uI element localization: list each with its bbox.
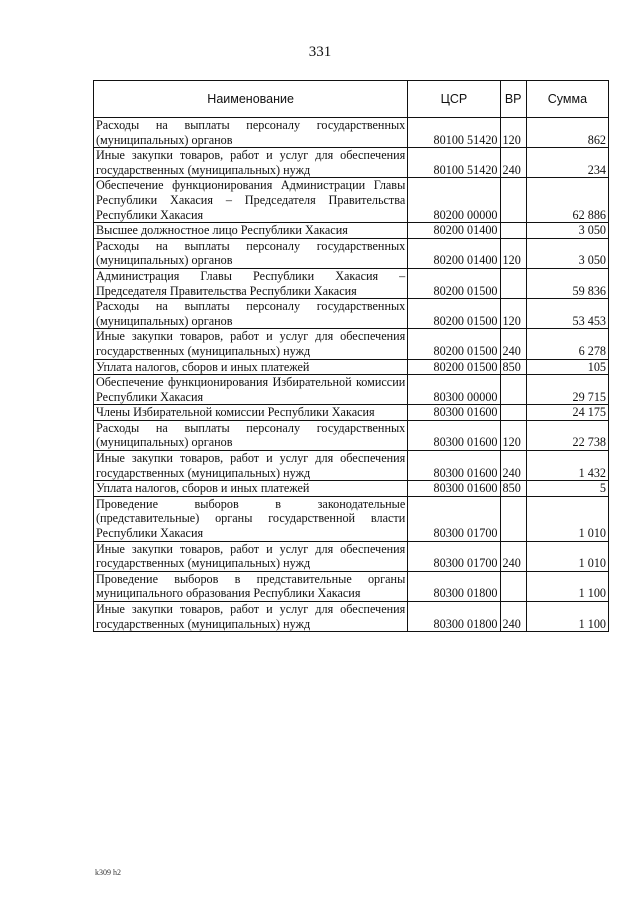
row-name-cell: Уплата налогов, сборов и иных платежей <box>94 359 408 375</box>
row-csr-cell: 80200 01500 <box>408 359 500 375</box>
header-sum: Сумма <box>526 81 608 118</box>
row-csr-cell: 80300 01800 <box>408 602 500 632</box>
row-vr-cell <box>500 268 526 298</box>
table-row <box>94 405 609 421</box>
table-row <box>94 481 609 497</box>
row-vr-cell <box>500 223 526 239</box>
row-csr-cell: 80300 01600 <box>408 481 500 497</box>
row-name-cell: Высшее должностное лицо Республики Хакасия <box>94 223 408 239</box>
row-name-cell: Обеспечение функционирования Избирательной комиссии Республики Хакасия <box>94 375 408 405</box>
row-vr-cell: 240 <box>500 148 526 178</box>
page-number: 331 <box>308 44 332 60</box>
header-csr: ЦСР <box>408 81 500 118</box>
table-row <box>94 223 609 239</box>
row-name-cell: Расходы на выплаты персоналу государственных (муниципальных) органов <box>94 238 408 268</box>
row-sum-cell: 1 100 <box>526 602 608 632</box>
row-vr-cell: 240 <box>500 329 526 359</box>
row-sum-cell: 22 738 <box>526 420 608 450</box>
row-vr-cell: 120 <box>500 420 526 450</box>
row-name-cell: Члены Избирательной комиссии Республики Хакасия <box>94 405 408 421</box>
row-sum-cell: 862 <box>526 118 608 148</box>
row-sum-cell: 3 050 <box>526 238 608 268</box>
row-csr-cell: 80200 01400 <box>408 223 500 239</box>
table-row <box>94 451 609 481</box>
table-row <box>94 420 609 450</box>
row-name-cell: Расходы на выплаты персоналу государственных (муниципальных) органов <box>94 299 408 329</box>
table-row <box>94 571 609 601</box>
row-csr-cell: 80300 01800 <box>408 571 500 601</box>
row-vr-cell: 850 <box>500 481 526 497</box>
row-csr-cell: 80300 01700 <box>408 541 500 571</box>
row-vr-cell: 850 <box>500 359 526 375</box>
row-sum-cell: 29 715 <box>526 375 608 405</box>
row-vr-cell <box>500 375 526 405</box>
row-name-cell: Проведение выборов в представительные органы муниципального образования Республики Хакасия <box>94 571 408 601</box>
row-csr-cell: 80200 00000 <box>408 178 500 223</box>
table-row <box>94 238 609 268</box>
row-vr-cell <box>500 405 526 421</box>
row-sum-cell: 24 175 <box>526 405 608 421</box>
row-vr-cell <box>500 496 526 541</box>
header-name: Наименование <box>94 81 408 118</box>
row-sum-cell: 5 <box>526 481 608 497</box>
table-row <box>94 178 609 223</box>
row-name-cell: Проведение выборов в законодательные (представительные) органы государственной власти Республики Хакасия <box>94 496 408 541</box>
table-body <box>94 118 609 632</box>
table-row <box>94 602 609 632</box>
row-csr-cell: 80200 01400 <box>408 238 500 268</box>
row-csr-cell: 80200 01500 <box>408 299 500 329</box>
row-name-cell: Обеспечение функционирования Администрации Главы Республики Хакасия – Председателя Правительства Республики Хакасия <box>94 178 408 223</box>
row-csr-cell: 80100 51420 <box>408 148 500 178</box>
row-name-cell: Уплата налогов, сборов и иных платежей <box>94 481 408 497</box>
row-sum-cell: 1 010 <box>526 496 608 541</box>
row-vr-cell: 240 <box>500 602 526 632</box>
row-vr-cell <box>500 571 526 601</box>
row-name-cell: Администрация Главы Республики Хакасия – Председателя Правительства Республики Хакасия <box>94 268 408 298</box>
row-csr-cell: 80300 01700 <box>408 496 500 541</box>
row-sum-cell: 3 050 <box>526 223 608 239</box>
row-csr-cell: 80300 01600 <box>408 405 500 421</box>
row-name-cell: Иные закупки товаров, работ и услуг для обеспечения государственных (муниципальных) нужд <box>94 148 408 178</box>
row-name-cell: Иные закупки товаров, работ и услуг для обеспечения государственных (муниципальных) нужд <box>94 451 408 481</box>
row-csr-cell: 80300 01600 <box>408 451 500 481</box>
table-header-row <box>94 81 609 118</box>
row-vr-cell: 240 <box>500 541 526 571</box>
row-vr-cell: 120 <box>500 299 526 329</box>
table-row <box>94 329 609 359</box>
footer-code: k309 h2 <box>95 868 121 877</box>
row-name-cell: Расходы на выплаты персоналу государственных (муниципальных) органов <box>94 118 408 148</box>
row-sum-cell: 105 <box>526 359 608 375</box>
row-vr-cell: 120 <box>500 238 526 268</box>
row-sum-cell: 59 836 <box>526 268 608 298</box>
row-vr-cell <box>500 178 526 223</box>
row-sum-cell: 1 100 <box>526 571 608 601</box>
table-row <box>94 268 609 298</box>
row-vr-cell: 240 <box>500 451 526 481</box>
row-name-cell: Иные закупки товаров, работ и услуг для обеспечения государственных (муниципальных) нужд <box>94 602 408 632</box>
table-row <box>94 541 609 571</box>
row-name-cell: Иные закупки товаров, работ и услуг для обеспечения государственных (муниципальных) нужд <box>94 329 408 359</box>
row-sum-cell: 62 886 <box>526 178 608 223</box>
row-csr-cell: 80100 51420 <box>408 118 500 148</box>
table-row <box>94 148 609 178</box>
row-sum-cell: 1 010 <box>526 541 608 571</box>
row-name-cell: Иные закупки товаров, работ и услуг для обеспечения государственных (муниципальных) нужд <box>94 541 408 571</box>
table-row <box>94 359 609 375</box>
budget-table <box>93 80 609 632</box>
row-sum-cell: 53 453 <box>526 299 608 329</box>
table-row <box>94 299 609 329</box>
row-sum-cell: 1 432 <box>526 451 608 481</box>
table-row <box>94 496 609 541</box>
row-vr-cell: 120 <box>500 118 526 148</box>
table-row <box>94 118 609 148</box>
row-sum-cell: 234 <box>526 148 608 178</box>
row-csr-cell: 80200 01500 <box>408 268 500 298</box>
row-csr-cell: 80300 00000 <box>408 375 500 405</box>
row-csr-cell: 80200 01500 <box>408 329 500 359</box>
row-sum-cell: 6 278 <box>526 329 608 359</box>
header-vr: ВР <box>500 81 526 118</box>
row-name-cell: Расходы на выплаты персоналу государственных (муниципальных) органов <box>94 420 408 450</box>
table-row <box>94 375 609 405</box>
row-csr-cell: 80300 01600 <box>408 420 500 450</box>
